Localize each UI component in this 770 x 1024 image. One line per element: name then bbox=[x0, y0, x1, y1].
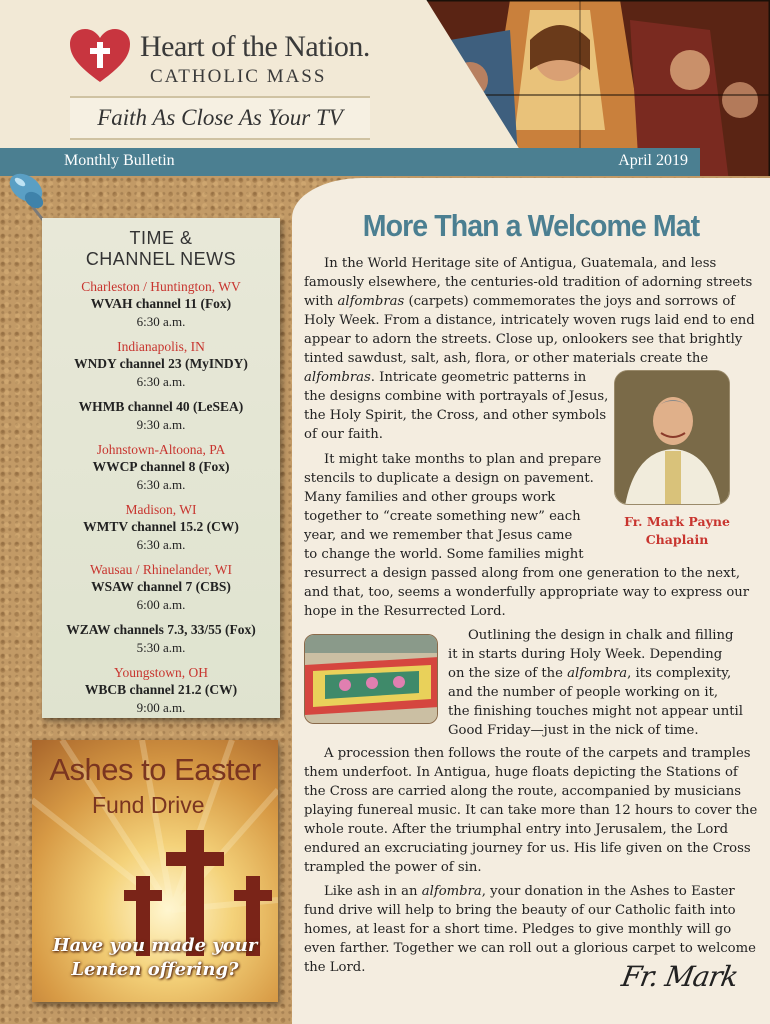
channel-time: 6:30 a.m. bbox=[136, 374, 186, 389]
logo-title: Heart of the Nation. bbox=[140, 30, 370, 63]
channel-group bbox=[42, 561, 280, 613]
channel-station: WSAW channel 7 (CBS) bbox=[91, 579, 231, 594]
channel-group bbox=[42, 398, 280, 433]
channel-city: Madison, WI bbox=[125, 502, 197, 517]
channel-time: 9:00 a.m. bbox=[136, 700, 186, 715]
text-line: the Holy Spirit, the Cross, and other symbols bbox=[304, 408, 607, 423]
channel-news-panel bbox=[42, 218, 280, 718]
channel-city: Wausau / Rhinelander, WI bbox=[89, 562, 233, 577]
channel-city: Youngstown, OH bbox=[114, 665, 208, 680]
channel-station: WMTV channel 15.2 (CW) bbox=[83, 519, 239, 534]
promo-cta-line1: Have you made your bbox=[52, 935, 258, 956]
promo-title: Ashes to Easter bbox=[49, 752, 261, 787]
text-line: Outlining the design in chalk and filling bbox=[468, 628, 734, 643]
channel-city: Johnstown-Altoona, PA bbox=[96, 442, 226, 457]
text-line: alfombras. Intricate geometric patterns in bbox=[304, 370, 587, 385]
text-line: with alfombras (carpets) commemorates the joys and sorrows of bbox=[304, 294, 736, 309]
channel-time: 6:00 a.m. bbox=[136, 597, 186, 612]
paragraph-4 bbox=[304, 744, 764, 877]
text-line: playing funereal music. It can take more than 12 hours to cover the bbox=[304, 803, 758, 818]
channel-group bbox=[42, 278, 280, 330]
channel-heading-line1: TIME & bbox=[129, 228, 193, 248]
tagline: Faith As Close As Your TV bbox=[97, 105, 343, 130]
text-line: Good Friday—just in the nick of time. bbox=[448, 723, 699, 738]
text-line: and the number of people working on it, bbox=[448, 685, 719, 700]
text-line: Many families and other groups work bbox=[304, 490, 556, 505]
paragraph-2 bbox=[304, 450, 764, 621]
text-line: whole route. After the triumphal entry into Jerusalem, the Lord bbox=[304, 822, 729, 837]
channel-station: WZAW channels 7.3, 33/55 (Fox) bbox=[66, 622, 256, 637]
tagline-box bbox=[70, 96, 370, 140]
ashes-to-easter-promo[interactable] bbox=[32, 740, 278, 1002]
text-line: together to “create something new” each bbox=[304, 509, 581, 524]
channel-group bbox=[42, 441, 280, 493]
text-line: tinted sawdust, salt, ash, flora, or other materials create the bbox=[304, 351, 709, 366]
text-line: hope in the Resurrected Lord. bbox=[304, 604, 506, 619]
logo bbox=[68, 28, 370, 88]
channel-time: 6:30 a.m. bbox=[136, 477, 186, 492]
text-line: the finishing touches might not appear until bbox=[448, 704, 743, 719]
text-line: even farther. Together we can roll out a glorious carpet to welcome bbox=[304, 941, 756, 956]
channel-station: WBCB channel 21.2 (CW) bbox=[84, 682, 238, 697]
promo-subtitle: Fund Drive bbox=[92, 792, 205, 818]
article-title: More Than a Welcome Mat bbox=[362, 208, 700, 243]
text-line: it in starts during Holy Week. Depending bbox=[448, 647, 723, 662]
channel-station: WHMB channel 40 (LeSEA) bbox=[78, 399, 244, 414]
caption-name: Fr. Mark Payne bbox=[624, 514, 730, 529]
text-line: the Lord. bbox=[304, 960, 366, 975]
text-line: fund drive will help to bring the beauty of our Catholic faith into bbox=[304, 903, 736, 918]
channel-heading-line2: CHANNEL NEWS bbox=[85, 249, 237, 269]
channel-station: WNDY channel 23 (MyINDY) bbox=[74, 356, 248, 371]
text-line: famously elsewhere, the centuries-old tradition of adorning streets bbox=[304, 275, 753, 290]
alfombra-photo bbox=[304, 634, 438, 724]
channel-station: WWCP channel 8 (Fox) bbox=[92, 459, 230, 474]
text-line: the Cross are carried along the route, accompanied by musicians bbox=[304, 784, 742, 799]
bulletin-date: April 2019 bbox=[618, 152, 688, 169]
text-line: the designs combine with portrayals of Jesus, bbox=[304, 389, 609, 404]
channel-group bbox=[42, 338, 280, 390]
channel-city: Charleston / Huntington, WV bbox=[81, 279, 241, 294]
channel-time: 6:30 a.m. bbox=[136, 314, 186, 329]
channel-time: 6:30 a.m. bbox=[136, 537, 186, 552]
text-line: on the size of the alfombra, its complexity, bbox=[448, 666, 732, 681]
promo-call-to-action bbox=[32, 934, 278, 982]
bulletin-label: Monthly Bulletin bbox=[64, 152, 175, 169]
article bbox=[292, 178, 770, 1024]
text-line: trampled the power of sin. bbox=[304, 860, 482, 875]
channel-time: 5:30 a.m. bbox=[136, 640, 186, 655]
promo-cta-line2: Lenten offering? bbox=[71, 959, 239, 980]
text-line: year, and we remember that Jesus came bbox=[304, 528, 573, 543]
paragraph-3 bbox=[448, 626, 764, 740]
caption-role: Chaplain bbox=[645, 532, 709, 547]
channel-station: WVAH channel 11 (Fox) bbox=[90, 296, 232, 311]
alfombra-carpet-art bbox=[305, 635, 438, 724]
channel-group bbox=[42, 664, 280, 716]
text-line: resurrect a design passed along from one generation to the next, bbox=[304, 566, 741, 581]
text-line: In the World Heritage site of Antigua, Guatemala, and less bbox=[324, 256, 717, 271]
text-line: and that, too, seems a wonderfully appropriate way to express our bbox=[304, 585, 750, 600]
text-line: Holy Week. From a distance, intricately woven rugs laid end to end bbox=[304, 313, 755, 328]
logo-subtitle: CATHOLIC MASS bbox=[150, 66, 327, 87]
channel-city: Indianapolis, IN bbox=[117, 339, 205, 354]
channel-heading bbox=[42, 228, 280, 270]
text-line: It might take months to plan and prepare bbox=[324, 452, 602, 467]
text-line: A procession then follows the route of the carpets and tramples bbox=[324, 746, 751, 761]
text-line: Like ash in an alfombra, your donation in the Ashes to Easter bbox=[324, 884, 735, 899]
text-line: to change the world. Some families might bbox=[304, 547, 584, 562]
text-line: appear to adorn the streets. Close up, onlookers see that brightly bbox=[304, 332, 743, 347]
text-line: of our faith. bbox=[304, 427, 383, 442]
text-line: homes, at least for a short time. Pledges to give monthly will go bbox=[304, 922, 732, 937]
text-line: stencils to duplicate a design on pavement. bbox=[304, 471, 594, 486]
channel-time: 9:30 a.m. bbox=[136, 417, 186, 432]
heart-cross-icon bbox=[68, 28, 132, 84]
signature: Fr. Mark bbox=[619, 960, 741, 993]
text-line: endured an excruciating journey for us. His life given on the Cross bbox=[304, 841, 751, 856]
channel-group bbox=[42, 621, 280, 656]
bulletin-bar bbox=[0, 148, 700, 176]
channel-group bbox=[42, 501, 280, 553]
text-line: them underfoot. In Antigua, huge floats depicting the Stations of bbox=[304, 765, 738, 780]
